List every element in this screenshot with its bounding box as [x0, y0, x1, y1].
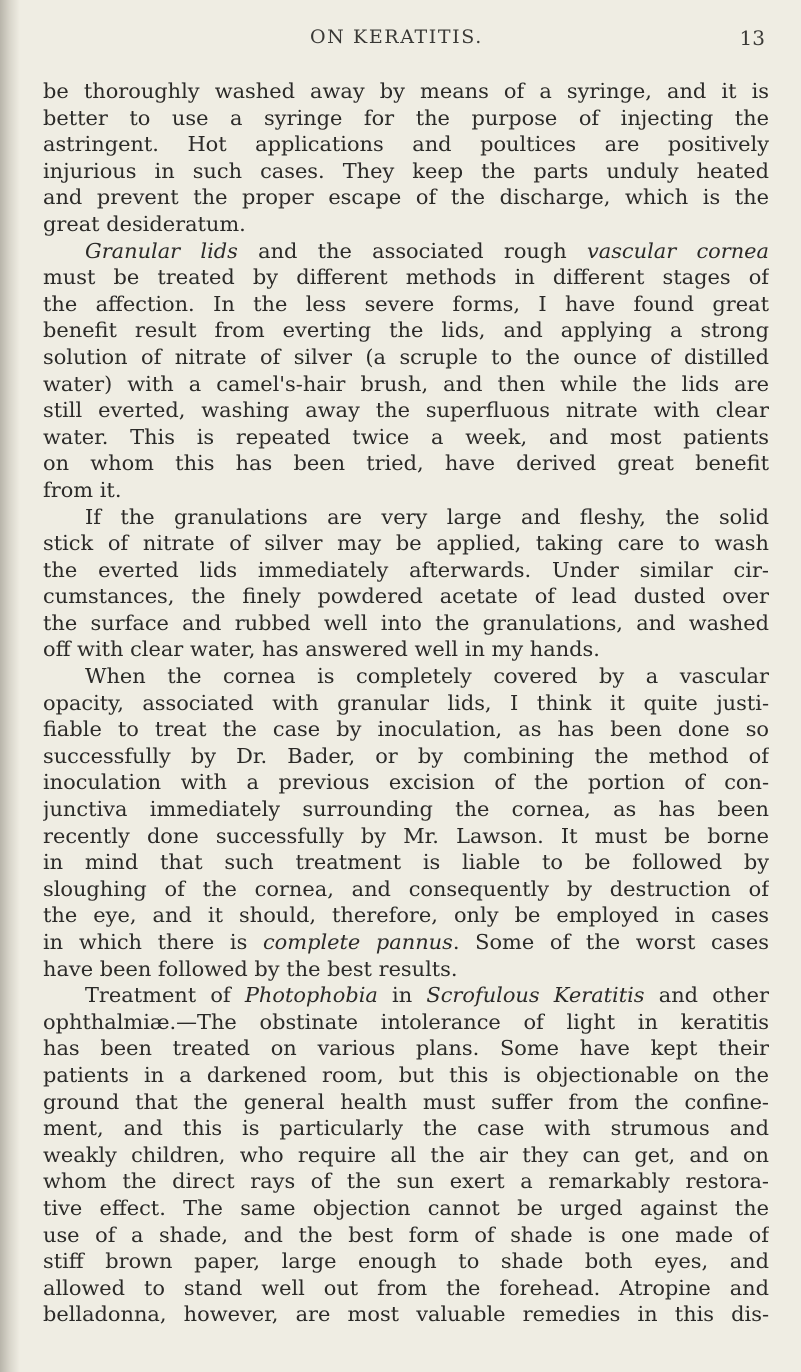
text-line: patients in a darkened room, but this is objectionable on the: [43, 1062, 769, 1087]
italic-term: Granular lids: [85, 238, 238, 263]
text-line: successfully by Dr. Bader, or by combining the method of: [43, 743, 769, 768]
text-line: fiable to treat the case by inoculation, as has been done so: [43, 717, 769, 742]
text-line: must be treated by different methods in different stages of: [43, 265, 769, 290]
text-line: great desideratum.: [43, 211, 246, 236]
running-head: [0, 6, 801, 50]
text-line: tive effect. The same objection cannot be urged against the: [43, 1195, 769, 1220]
text-line: in which there is complete pannus. Some of the worst cases: [43, 930, 769, 954]
text-line: opacity, associated with granular lids, I think it quite justi-: [43, 690, 769, 715]
text-line: solution of nitrate of silver (a scruple to the ounce of distilled: [43, 344, 769, 369]
text-line: Granular lids and the associated rough vascular cornea: [85, 238, 769, 263]
text-line: sloughing of the cornea, and consequently by destruction of: [43, 876, 769, 901]
text-line: water) with a camel's-hair brush, and then while the lids are: [43, 371, 769, 396]
italic-term: vascular cornea: [586, 238, 769, 263]
text-line: use of a shade, and the best form of shade is one made of: [43, 1222, 769, 1247]
text-line: whom the direct rays of the sun exert a remarkably restora-: [43, 1169, 769, 1194]
text-line: inoculation with a previous excision of the portion of con-: [43, 770, 769, 795]
binding-gutter-shadow: [0, 0, 20, 1372]
text-line: Treatment of Photophobia in Scrofulous Keratitis and other: [85, 983, 769, 1008]
text-line: belladonna, however, are most valuable remedies in this dis-: [43, 1302, 769, 1327]
text-line: the affection. In the less severe forms, I have found great: [43, 291, 769, 316]
text-line: the everted lids immediately afterwards. Under similar cir-: [43, 557, 769, 582]
text-line: junctiva immediately surrounding the cornea, as has been: [43, 797, 769, 822]
text-line: better to use a syringe for the purpose of injecting the: [43, 105, 769, 130]
text-line: off with clear water, has answered well in my hands.: [43, 637, 600, 662]
text-line: water. This is repeated twice a week, and most patients: [43, 424, 769, 449]
text-line: allowed to stand well out from the forehead. Atropine and: [43, 1275, 769, 1300]
body-text: [43, 78, 769, 1328]
text-line: stiff brown paper, large enough to shade both eyes, and: [43, 1249, 769, 1274]
text-line: and prevent the proper escape of the discharge, which is the: [43, 185, 769, 210]
text-line: ophthalmiæ.—The obstinate intolerance of light in keratitis: [43, 1009, 769, 1034]
text-line: on whom this has been tried, have derived great benefit: [43, 451, 769, 476]
text-line: astringent. Hot applications and poultices are positively: [43, 132, 769, 157]
text-line: ment, and this is particularly the case with strumous and: [43, 1116, 769, 1141]
italic-term: Photophobia: [244, 983, 378, 1008]
text-line: still everted, washing away the superfluous nitrate with clear: [43, 398, 769, 423]
text-line: ground that the general health must suffer from the confine-: [43, 1089, 769, 1114]
text-line: recently done successfully by Mr. Lawson. It must be borne: [43, 823, 769, 848]
text-line: benefit result from everting the lids, and applying a strong: [43, 318, 769, 343]
text-line: from it.: [43, 477, 122, 502]
italic-term: complete pannus: [262, 930, 453, 954]
text-line: be thoroughly washed away by means of a syringe, and it is: [43, 79, 769, 103]
text-line: weakly children, who require all the air they can get, and on: [43, 1142, 769, 1167]
text-line: in mind that such treatment is liable to be followed by: [43, 850, 769, 875]
page-number: 13: [739, 26, 765, 50]
text-line: has been treated on various plans. Some have kept their: [43, 1036, 769, 1061]
text-line: injurious in such cases. They keep the parts unduly heated: [43, 158, 769, 183]
running-title: ON KERATITIS.: [310, 26, 483, 48]
text-line: the eye, and it should, therefore, only be employed in cases: [43, 903, 769, 928]
italic-term: Scrofulous Keratitis: [426, 983, 645, 1008]
text-line: stick of nitrate of silver may be applied, taking care to wash: [43, 531, 769, 556]
text-line: If the granulations are very large and fleshy, the solid: [85, 504, 769, 529]
text-line: When the cornea is completely covered by a vascular: [85, 664, 769, 689]
text-line: the surface and rubbed well into the granulations, and washed: [43, 610, 769, 635]
text-line: have been followed by the best results.: [43, 956, 458, 981]
text-line: cumstances, the finely powdered acetate of lead dusted over: [43, 584, 769, 609]
